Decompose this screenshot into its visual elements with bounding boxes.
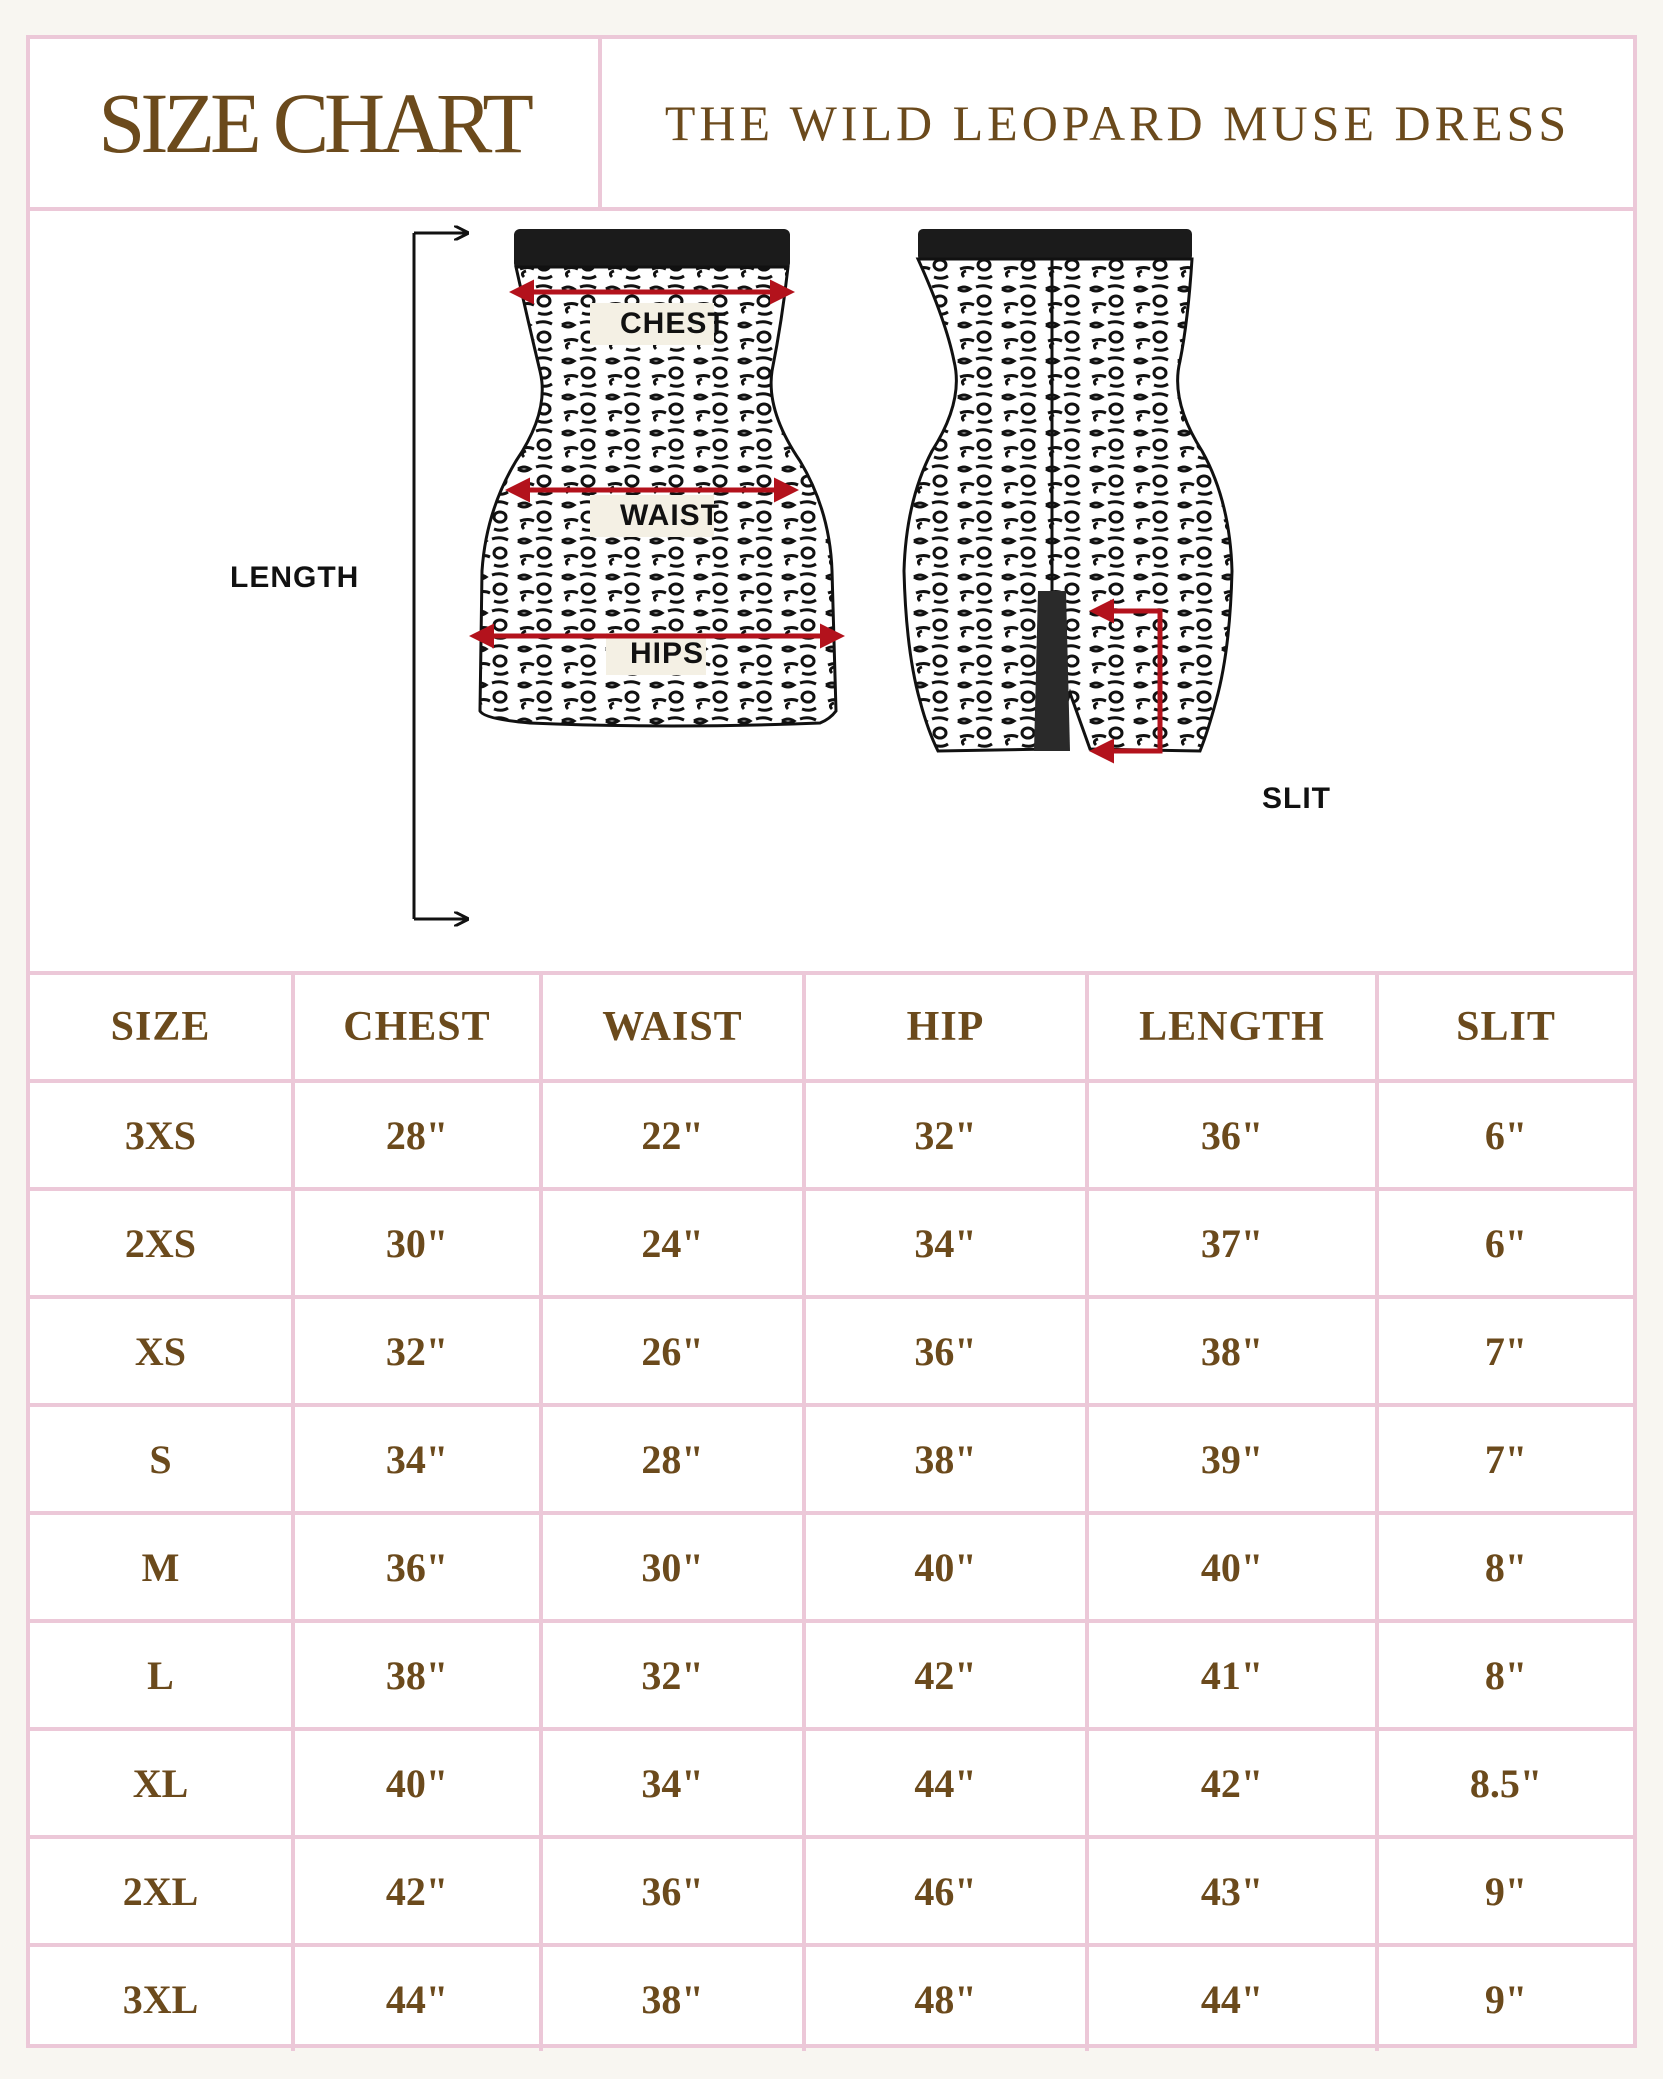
- measurement-cell: 36": [1087, 1081, 1377, 1189]
- measurement-cell: 42": [293, 1837, 541, 1945]
- measurement-cell: 22": [541, 1081, 804, 1189]
- table-row: [30, 1513, 1633, 1621]
- measurement-cell: 32": [293, 1297, 541, 1405]
- size-cell: M: [30, 1513, 293, 1621]
- column-header: SIZE: [30, 975, 293, 1081]
- measurement-cell: 28": [293, 1081, 541, 1189]
- measurement-cell: 46": [804, 1837, 1087, 1945]
- measurement-cell: 41": [1087, 1621, 1377, 1729]
- measurement-cell: 36": [293, 1513, 541, 1621]
- measurement-cell: 24": [541, 1189, 804, 1297]
- table-row: [30, 1405, 1633, 1513]
- size-cell: 2XS: [30, 1189, 293, 1297]
- measurement-cell: 40": [1087, 1513, 1377, 1621]
- measurement-cell: 9": [1377, 1837, 1633, 1945]
- measurement-cell: 8": [1377, 1513, 1633, 1621]
- table-row: [30, 1729, 1633, 1837]
- measurement-cell: 34": [541, 1729, 804, 1837]
- measurement-cell: 48": [804, 1945, 1087, 2051]
- page-title: SIZE CHART: [98, 75, 530, 171]
- measurement-cell: 42": [804, 1621, 1087, 1729]
- table-row: [30, 1837, 1633, 1945]
- size-cell: XS: [30, 1297, 293, 1405]
- measurement-cell: 30": [293, 1189, 541, 1297]
- measurement-cell: 44": [293, 1945, 541, 2051]
- measurement-cell: 7": [1377, 1297, 1633, 1405]
- table-row: [30, 1621, 1633, 1729]
- length-label: LENGTH: [230, 561, 360, 594]
- size-cell: S: [30, 1405, 293, 1513]
- measurement-cell: 8": [1377, 1621, 1633, 1729]
- measurement-cell: 38": [804, 1405, 1087, 1513]
- column-header: HIP: [804, 975, 1087, 1081]
- product-name-cell: [602, 39, 1633, 207]
- table-row: [30, 1297, 1633, 1405]
- measurement-cell: 44": [1087, 1945, 1377, 2051]
- measurement-cell: 9": [1377, 1945, 1633, 2051]
- table-row: [30, 1081, 1633, 1189]
- measurement-cell: 44": [804, 1729, 1087, 1837]
- waist-label: WAIST: [620, 499, 720, 532]
- measurement-cell: 28": [541, 1405, 804, 1513]
- measurement-cell: 6": [1377, 1189, 1633, 1297]
- measurement-cell: 36": [804, 1297, 1087, 1405]
- dress-back: [904, 229, 1232, 751]
- measurement-cell: 36": [541, 1837, 804, 1945]
- measurement-cell: 40": [293, 1729, 541, 1837]
- measurement-cell: 43": [1087, 1837, 1377, 1945]
- table-row: [30, 1945, 1633, 2051]
- size-cell: XL: [30, 1729, 293, 1837]
- column-header: LENGTH: [1087, 975, 1377, 1081]
- size-chart-frame: [26, 35, 1637, 2048]
- measurement-cell: 30": [541, 1513, 804, 1621]
- column-header: WAIST: [541, 975, 804, 1081]
- column-header: CHEST: [293, 975, 541, 1081]
- table-header-row: [30, 975, 1633, 1081]
- table-row: [30, 1189, 1633, 1297]
- measurement-cell: 42": [1087, 1729, 1377, 1837]
- product-name: THE WILD LEOPARD MUSE DRESS: [664, 95, 1571, 151]
- size-cell: 3XS: [30, 1081, 293, 1189]
- measurement-cell: 38": [293, 1621, 541, 1729]
- slit-label: SLIT: [1262, 782, 1331, 815]
- title-cell: [30, 39, 598, 207]
- chest-label: CHEST: [620, 307, 727, 340]
- measurement-cell: 38": [1087, 1297, 1377, 1405]
- size-cell: L: [30, 1621, 293, 1729]
- measurement-cell: 26": [541, 1297, 804, 1405]
- measurement-cell: 38": [541, 1945, 804, 2051]
- measurement-cell: 34": [804, 1189, 1087, 1297]
- measurement-cell: 37": [1087, 1189, 1377, 1297]
- measurement-cell: 39": [1087, 1405, 1377, 1513]
- measurement-cell: 6": [1377, 1081, 1633, 1189]
- length-bracket: [414, 233, 466, 919]
- measurement-cell: 34": [293, 1405, 541, 1513]
- size-cell: 2XL: [30, 1837, 293, 1945]
- measurement-cell: 40": [804, 1513, 1087, 1621]
- size-table-body: [30, 975, 1633, 2051]
- hips-label: HIPS: [630, 637, 705, 670]
- measurement-cell: 7": [1377, 1405, 1633, 1513]
- dress-diagram: [30, 211, 1633, 971]
- column-header: SLIT: [1377, 975, 1633, 1081]
- measurement-cell: 8.5": [1377, 1729, 1633, 1837]
- size-cell: 3XL: [30, 1945, 293, 2051]
- measurement-cell: 32": [541, 1621, 804, 1729]
- measurement-cell: 32": [804, 1081, 1087, 1189]
- size-table: [30, 975, 1633, 2051]
